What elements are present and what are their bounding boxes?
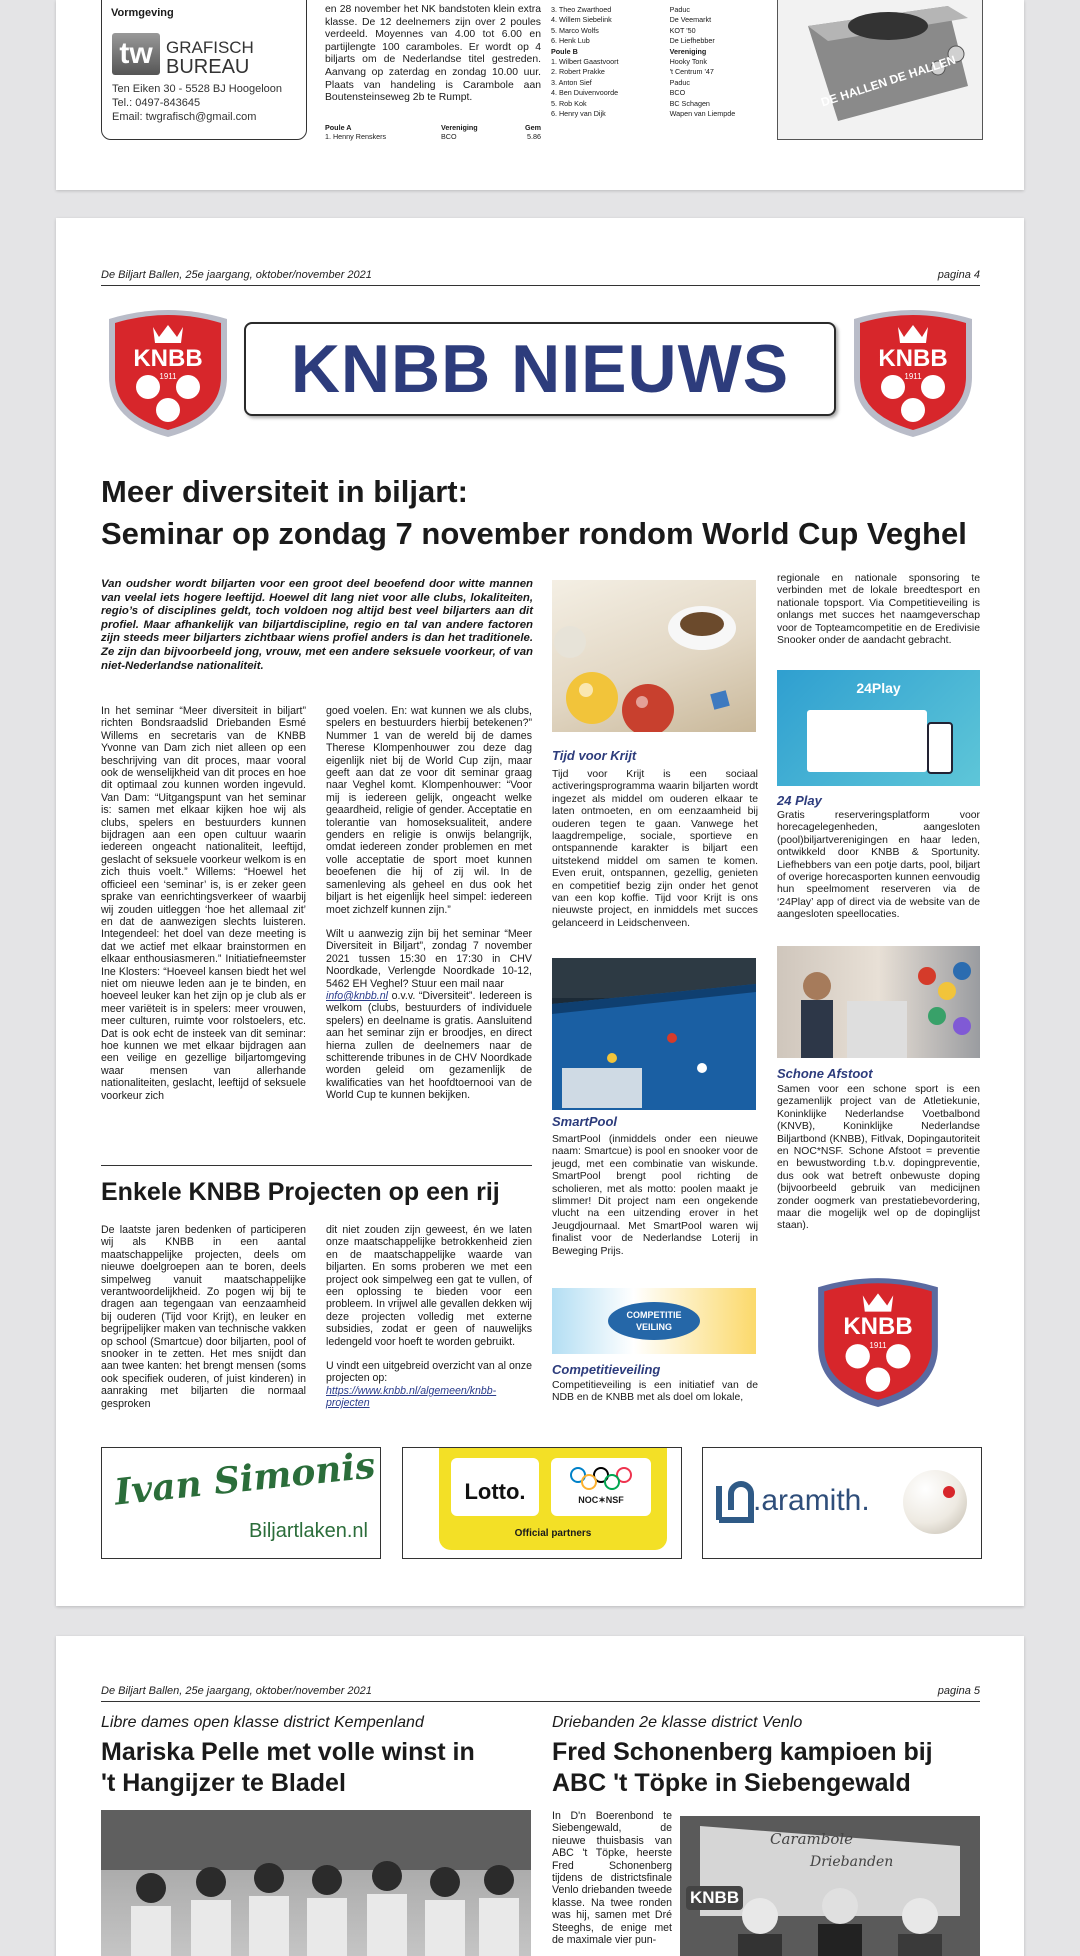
- table-cell: 2. Robert Prakke: [551, 67, 605, 77]
- table-cell: KOT '50: [669, 25, 696, 35]
- left-kicker: Libre dames open klasse district Kempenland: [101, 1714, 424, 1731]
- left-title-line-2: 't Hangijzer te Bladel: [101, 1769, 346, 1797]
- table-cell: BC Schagen: [669, 98, 710, 108]
- table-cell: 5.86: [527, 132, 541, 142]
- competitieveiling-text-cont: regionale en nationale sponsoring te verbinden met de lokale breedtesport en nationale topsport. Via Competitieveiling is onlangs met succes het naamgeverschap voor de Topteamcompetitie en de Eredivisie Snooker onder de aandacht gebracht.: [777, 573, 980, 647]
- 24play-title: 24 Play: [777, 793, 822, 808]
- knbb-logo-year: 1911: [869, 1341, 887, 1350]
- knbb-logo-bottom: [810, 1264, 946, 1410]
- cue-ball-image: [903, 1470, 967, 1534]
- schone-afstoot-graphic: [777, 946, 980, 1058]
- table-cell: 't Centrum '47: [669, 67, 714, 77]
- competitieveiling-badge: [608, 1302, 700, 1340]
- biljartlaken-url: Biljartlaken.nl: [249, 1520, 368, 1542]
- projects-col-2: [326, 1224, 532, 1410]
- page-4: [56, 218, 1024, 1606]
- tijd-voor-krijt-photo: [552, 580, 756, 732]
- photo-banner-knbb: KNBB: [686, 1886, 743, 1910]
- sign-word-hallen: HALLEN: [838, 74, 889, 104]
- projects-col-2-text: dit niet zouden zijn geweest, én we laten onze maatschappelijke betrokkenheid zien en de maatschappelijke waarde van biljarten. En soms proberen we met een project ook simpelweg een gat te vullen, of een oplossing te bieden voor een probleem. In vrijwel alle gevallen dekken wij deze projecten volledig met externe subsidies, zodat er geen of nauwelijks ledengeld voor hoeft te worden gebruikt.: [326, 1224, 532, 1348]
- right-title-line-2: ABC 't Töpke in Siebengewald: [552, 1769, 911, 1797]
- table-cell: 6. Henry van Dijk: [551, 109, 606, 119]
- table-cell: 3. Anton Sief: [551, 77, 592, 87]
- table-cell: 5. Marco Wolfs: [551, 25, 599, 35]
- table-cell: 5. Rob Kok: [551, 98, 587, 108]
- ivan-simonis-ad[interactable]: [101, 1444, 381, 1559]
- knbb-logo-text: KNBB: [133, 345, 203, 372]
- previous-page: [56, 0, 1024, 190]
- mail-link[interactable]: info@knbb.nl: [326, 989, 388, 1002]
- lotto-brand: Lotto.: [464, 1479, 526, 1504]
- smartpool-title: SmartPool: [552, 1114, 618, 1129]
- mariska-pelle-group-photo: [101, 1810, 531, 1956]
- table-cell: 4. Ben Duivenvoorde: [551, 88, 619, 98]
- projects-title: Enkele KNBB Projecten op een rij: [101, 1178, 500, 1206]
- smartpool-photo: [552, 958, 756, 1110]
- knbb-logo-text: KNBB: [843, 1313, 913, 1340]
- 24play-text: Gratis reserveringsplatform voor horecagelegenheden, aangesloten (pool)biljartverenigingen en haar leden, ontwikkeld door KNBB & Sportunity. Liefhebbers van een potje darts, pool, biljart of overige horecasporten kunnen eenvoudig hun speelmoment reserveren via de ‘24Play’ app of direct via de website van de aangesloten speellocaties.: [777, 810, 980, 921]
- noc-nsf-text: NOC✶NSF: [578, 1495, 624, 1505]
- page-5: [56, 1636, 1024, 1956]
- cue-ball-dot: [943, 1486, 955, 1498]
- simonis-script-logo: Ivan Simonis: [112, 1444, 378, 1514]
- table-cell: BCO: [669, 88, 686, 98]
- knbb-logo-year: 1911: [904, 372, 922, 381]
- table-cell: BCO: [440, 132, 457, 142]
- table-cell: Hooky Tonk: [669, 57, 707, 67]
- nk-article-text: en 28 november het NK bandstoten klein extra klasse. De 12 deelnemers zijn over 2 poules verdeeld. Moyennes van 4.00 tot 6.00 en partijlengte 100 caramboles. Er wordt op 4 biljarts om de Nederlandse titel gestreden. Aanvang op zaterdag en zondag 10.00 uur. Plaats van handeling is Carambole aan Boutensteinseweg 2b te Rumpt.: [325, 4, 541, 104]
- photo-banner-carambole: Carambole: [770, 1830, 854, 1848]
- poule-a-header: Gem: [525, 123, 541, 132]
- article-col-2: [326, 705, 532, 1102]
- group-photo-graphic: [101, 1810, 531, 1956]
- knbb-nieuws-banner: [244, 322, 836, 416]
- page-number: pagina 4: [937, 269, 980, 281]
- header-rule: [101, 1701, 980, 1702]
- sign-words-de-hallen: DE HALLEN: [887, 52, 958, 88]
- table-cell: 3. Theo Zwarthoed: [551, 5, 612, 14]
- article-col-2-text: goed voelen. En: wat kunnen we als clubs, spelers en bestuurders hierbij betekenen?” Nummer 1 van de wereld bij de dames Therese Klompenhouwer zou deze dag eigenlijk niet bij de World Cup zijn, maar geeft aan dat ze voor dit seminar graag naar Veghel komt. Klompenhouwer: “Voor mij is iedereen gelijk, ongeacht welke geaardheid, religie of gender. Acceptatie en tolerantie van homoseksualiteit, andere genders en religie is onwijs belangrijk, omdat iedereen zonder problemen en met volle acceptatie de sport moet kunnen beoefenen die hij of zij wil. In de samenleving als geheel en dus ook het biljart is het eigenlijk heel simpel: iedereen moet zichzelf kunnen zijn.”: [326, 705, 532, 916]
- knbb-logo-left: [101, 297, 235, 439]
- table-cell: Paduc: [669, 77, 690, 87]
- competitieveiling-title: Competitieveiling: [552, 1362, 661, 1377]
- address-text: Ten Eiken 30 - 5528 BJ Hoogeloon: [112, 83, 283, 95]
- aramith-brand: .aramith.: [753, 1484, 870, 1517]
- headline-line-2: Seminar op zondag 7 november rondom World Cup Veghel: [101, 516, 967, 551]
- table-cell: Paduc: [669, 5, 690, 14]
- table-cell: De Liefhebber: [669, 36, 715, 46]
- bureau-text: BUREAU: [166, 56, 250, 78]
- de-hallen-photo: [777, 0, 983, 140]
- poule-a-table: [325, 123, 541, 142]
- headline-line-1: Meer diversiteit in biljart:: [101, 474, 468, 509]
- left-title-line-1: Mariska Pelle met volle winst in: [101, 1738, 475, 1766]
- lotto-logo: [451, 1458, 539, 1516]
- aramith-logo-icon: [713, 1480, 757, 1524]
- 24play-phone-mockup: [927, 722, 953, 774]
- lotto-partner-box: [439, 1448, 667, 1550]
- email-text: Email: twgrafisch@gmail.com: [112, 111, 257, 123]
- tijd-voor-krijt-title: Tijd voor Krijt: [552, 748, 637, 763]
- poule-a-header: Vereniging: [440, 123, 478, 132]
- billiard-balls-graphic: [552, 580, 756, 732]
- table-cell: 6. Henk Lub: [551, 36, 590, 46]
- tw-logo: [112, 33, 160, 75]
- 24play-logo: 24Play: [856, 680, 901, 696]
- smartpool-text: SmartPool (inmiddels onder een nieuwe naam: Smartcue) is pool en snooker voor de jeugd, met een combinatie van wiskunde. SmartPool brengt pool richting de scholieren, met als motto: poolen maakt je slimmer! Dit project nam een ongekende vlucht na een uitzending erover in het Jeugdjournaal. Met SmartPool waren wij finalist voor de Nederlandse Loterij in Beweging Prijs.: [552, 1134, 758, 1257]
- projects-col-1: De laatste jaren bedenken of participeren wij als KNBB in een aantal maatschappelijke projecten, deels om nieuwe doelgroepen aan te boren, deels simpelweg vanuit maatschappelijke verantwoordelijkheid. Zo pogen wij bij te dragen aan tegengaan van eenzaamheid bij ouderen (Tijd voor Krijt), en leuker en begrijpelijker maken van technische vakken op school (Smartcue) door biljarten, pool of snooker in te zetten. Het mes snijdt dan aan twee kanten: het brengt mensen (soms ook specifiek ouderen, of juist kinderen) in aanraking met biljarten die normaal gesproken: [101, 1224, 306, 1410]
- projects-link[interactable]: https://www.knbb.nl/algemeen/knbb-projecten: [326, 1384, 497, 1410]
- tw-logo-text: tw: [119, 37, 153, 70]
- noc-nsf-logo: [551, 1458, 651, 1516]
- article-col-2-text-b: Wilt u aanwezig zijn bij het seminar “Meer Diversiteit in Biljart”, zondag 7 november 2021 tussen 15:30 en 17:30 in CHV Noordkade, Verlengde Noordkade 10-12, 5462 EH Veghel? Stuur een mail naar: [326, 927, 532, 990]
- 24play-image: [777, 670, 980, 786]
- sign-word-de: DE: [819, 90, 840, 110]
- right-kicker: Driebanden 2e klasse district Venlo: [552, 1714, 803, 1731]
- schone-afstoot-text: Samen voor een schone sport is een gezamenlijk project van de Atletiekunie, Koninklijke Nederlandse Voetbalbond (KNVB), Koninklijke Nederlandse Biljartbond (KNBB), Fitlvak, Dopingautoriteit en NOC*NSF. Schone Afstoot = preventie en bewustwording t.b.v. dopingpreventie, dus ook wat betreft onbewuste doping (bijvoorbeeld gebruik van medicijnen zonder oogmerk van prestatiebevordering, maar die mogelijk wel op de dopinglijst staan).: [777, 1084, 980, 1232]
- right-title-line-1: Fred Schonenberg kampioen bij: [552, 1738, 933, 1766]
- table-cell: 1. Wilbert Gaastvoort: [551, 57, 619, 67]
- table-cell: 4. Willem Siebelink: [551, 15, 612, 25]
- knbb-logo-text: KNBB: [878, 345, 948, 372]
- schone-afstoot-photo: [777, 946, 980, 1058]
- poule-b-header: Vereniging: [669, 46, 707, 56]
- poule-b-table: [551, 5, 813, 119]
- de-hallen-sign-graphic: [778, 0, 983, 140]
- competitieveiling-text: Competitieveiling is een initiatief van de NDB en de KNBB met als doel om lokale,: [552, 1380, 758, 1404]
- tel-text: Tel.: 0497-843645: [112, 97, 201, 109]
- page-number: pagina 5: [937, 1685, 980, 1697]
- schone-afstoot-title: Schone Afstoot: [777, 1066, 873, 1081]
- vormgeving-label: Vormgeving: [111, 7, 174, 19]
- pool-table-graphic: [552, 958, 756, 1110]
- poule-b-header: Poule B: [551, 46, 578, 56]
- banner-title: KNBB NIEUWS: [290, 331, 790, 407]
- article-col-2-text-c: o.v.v. “Diversiteit”. Iedereen is welkom (clubs, bestuurders of individuele spelers) en deelname is gratis. Aansluitend aan het seminar zijn er broodjes, en direct hierna zullen de deelnemers naar de schitterende tribunes in de CHV Noordkade worden geleid om gezamenlijk de kwalificaties van het hoofdtoernooi van de World Cup te kunnen bekijken.: [326, 989, 532, 1102]
- 24play-screen-mockup: [807, 710, 927, 772]
- grafisch-text: GRAFISCH: [166, 38, 254, 57]
- schonenberg-article-text: In D'n Boerenbond te Siebengewald, de nieuwe thuisbasis van ABC 't Töpke, heerste Fred Schonenberg tijdens de districtsfinale Venlo driebanden tweede klasse. Na twee ronden was hij, samen met Dré Steeghs, de enige met de maximale vier pun-: [552, 1810, 672, 1947]
- table-cell: Wapen van Liempde: [669, 109, 736, 119]
- table-cell: De Veemarkt: [669, 15, 712, 25]
- official-partners-text: Official partners: [514, 1528, 592, 1539]
- lead-paragraph: Van oudsher wordt biljarten voor een groot deel beoefend door witte mannen van veelal iets hogere leeftijd. Hoewel dit lang niet voor alle clubs, lokaliteiten, regio’s of disciplines geldt, toch voldoen nog altijd best veel biljarters aan dit profiel. Maar afhankelijk van biljartdiscipline, regio en tal van andere factoren zijn steeds meer biljarters zichtbaar wiens profiel anders is dan het traditionele. Ze zijn dan bijvoorbeeld jong, vrouw, met een andere seksuele voorkeur, of van niet-Nederlandse nationaliteit.: [101, 578, 533, 672]
- running-head: De Biljart Ballen, 25e jaargang, oktober/november 2021: [101, 269, 372, 281]
- poule-a-header: Poule A: [325, 123, 352, 132]
- schonenberg-photo: [680, 1816, 980, 1956]
- projects-col-2-text-b: U vindt een uitgebreid overzicht van al onze projecten op:: [326, 1360, 532, 1385]
- article-col-1: In het seminar “Meer diversiteit in biljart” richten Bondsraadslid Driebanden Esmé Willems en secretaris van de KNBB Yvonne van Dam zich niet alleen op een beschrijving van dit proces, maar vooral ook de wenselijkheid van dit proces en hoe dit optimaal zou kunnen worden ingevuld. Van Dam: “Uitgangspunt van het seminar is: samen met elkaar kijken hoe wij als clubs, spelers en bestuurders kunnen bijdragen aan een open cultuur waarin iedereen ongeacht nationaliteit, leeftijd, geslacht of seksuele voorkeur welkom is en zich thuis voelt.” Willems: “Hoewel het officieel een ‘seminar’ is, is er zeker geen sprake van eenrichtingsverkeer of waarbij wij zouden uitleggen ‘hoe het allemaal zit’ en dat de aanwezigen slechts luisteren. Integendeel: het doel van deze meeting is dat we actief met elkaar brainstormen en elkaar enthousiasmeren.” Initiatiefneemster Ine Klosters: “Hoeveel kansen biedt het wel niet om nieuwe leden aan je te binden, en hoeveel leuker kan het zijn op je club als er meer variëteit is in spelers: meer vrouwen, meer culturen, ruimte voor rolstoelers, etc. Dat is ook echt de insteek van dit seminar: hoe kunnen we met elkaar bijdragen aan een veilige en gezellige biljartomgeving waar mensen van allerhande nationaliteiten, geslacht, leeftijd of seksuele voorkeur zich: [101, 705, 306, 1102]
- olympic-rings-icon: [566, 1466, 636, 1490]
- running-head: De Biljart Ballen, 25e jaargang, oktober/november 2021: [101, 1685, 372, 1697]
- header-rule: [101, 285, 980, 286]
- aramith-ad[interactable]: [702, 1447, 982, 1559]
- section-rule: [101, 1165, 532, 1166]
- tijd-voor-krijt-text: Tijd voor Krijt is een sociaal activeringsprogramma waarin biljarten wordt ingezet als middel om ouderen elkaar te laten ontmoeten, en om eenzaamheid bij ouderen tegen te gaan. Vanwege het laagdrempelige, sociale, sportieve en ontspannende karakter is biljart een uitstekend middel om samen te komen. Even eruit, ontspannen, gezellig, genieten en competitief bezig zijn onder het genot van een kop koffie. Tijd voor Krijt is ons nieuwste project, en inmiddels met succes gelanceerd in Leidschenveen.: [552, 769, 758, 929]
- competitieveiling-image: [552, 1288, 756, 1354]
- lotto-noc-nsf-ad[interactable]: [402, 1447, 682, 1559]
- knbb-logo-year: 1911: [159, 372, 177, 381]
- badge-word-2: VEILING: [635, 1322, 672, 1332]
- table-cell: 1. Henny Renskers: [325, 132, 387, 142]
- knbb-logo-right: [846, 297, 980, 439]
- tw-grafisch-ad: [101, 0, 307, 140]
- badge-word-1: COMPETITIE: [626, 1310, 682, 1320]
- photo-banner-driebanden: Driebanden: [810, 1854, 894, 1870]
